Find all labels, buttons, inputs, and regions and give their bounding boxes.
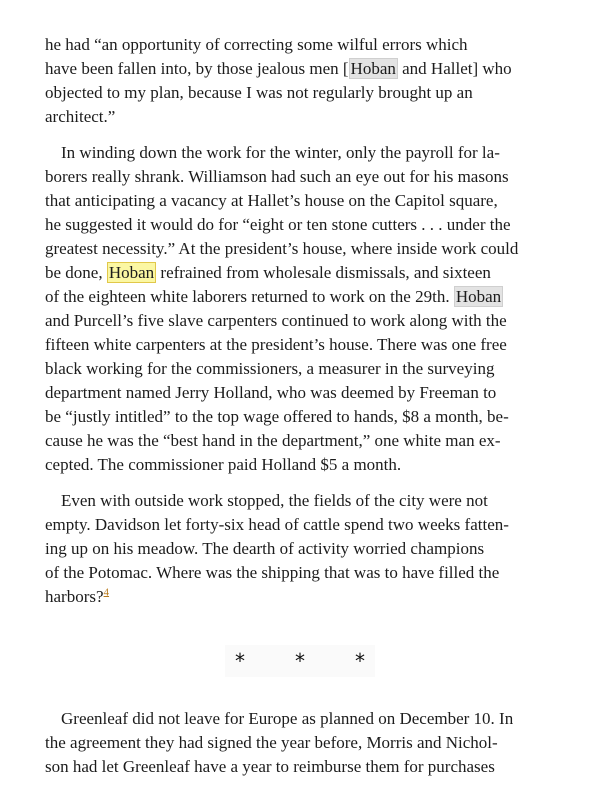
text-line: architect.” [45,107,116,126]
text-segment: harbors? [45,587,104,606]
text-segment: of the eighteen white laborers returned to work on the 29th. [45,287,454,306]
text-line: son had let Greenleaf have a year to reimburse them for purchases [45,757,495,776]
text-line: Greenleaf did not leave for Europe as planned on December 10. In [61,709,514,728]
paragraph-2 [45,141,571,477]
book-page [45,33,571,609]
text-line: he had “an opportunity of correcting some wilful errors which [45,35,468,54]
text-segment: have been fallen into, by those jealous men [ [45,59,349,78]
text-line: fifteen white carpenters at the president’s house. There was one free [45,335,507,354]
paragraph-4 [45,707,571,779]
text-line: empty. Davidson let forty-six head of cattle spend two weeks fatten- [45,515,509,534]
text-line: and Purcell’s five slave carpenters continued to work along with the [45,311,507,330]
text-line: ing up on his meadow. The dearth of activity worried champions [45,539,485,558]
text-line [45,57,571,81]
text-line: of the Potomac. Where was the shipping that was to have filled the [45,563,500,582]
text-line: he suggested it would do for “eight or ten stone cutters . . . under the [45,215,511,234]
text-line: cepted. The commissioner paid Holland $5 a month. [45,455,402,474]
search-highlight[interactable]: Hoban [455,287,502,306]
text-line [45,261,571,285]
text-line: the agreement they had signed the year before, Morris and Nichol- [45,733,498,752]
text-line [45,585,571,609]
text-segment: refrained from wholesale dismissals, and sixteen [156,263,491,282]
footnote-link[interactable]: 4 [103,586,110,599]
section-break [225,645,375,677]
text-line: objected to my plan, because I was not regularly brought up an [45,83,473,102]
text-line: Even with outside work stopped, the fields of the city were not [61,491,488,510]
text-line: greatest necessity.” At the president’s house, where inside work could [45,239,519,258]
active-search-highlight[interactable]: Hoban [108,263,155,282]
text-line: cause he was the “best hand in the department,” one white man ex- [45,431,501,450]
text-segment: and Hallet] who [397,59,512,78]
text-line: black working for the commissioners, a measurer in the surveying [45,359,495,378]
section-break-asterisk: * [355,649,365,673]
paragraph-1 [45,33,571,129]
text-line [45,285,571,309]
text-segment: be done, [45,263,107,282]
section-break-asterisk: * [235,649,245,673]
text-line: In winding down the work for the winter, only the payroll for la- [61,143,500,162]
text-line: borers really shrank. Williamson had such an eye out for his masons [45,167,509,186]
text-line: department named Jerry Holland, who was deemed by Freeman to [45,383,497,402]
paragraph-3 [45,489,571,609]
section-break-asterisk: * [295,649,305,673]
text-line: be “justly intitled” to the top wage offered to hands, $8 a month, be- [45,407,509,426]
text-line: that anticipating a vacancy at Hallet’s house on the Capitol square, [45,191,498,210]
search-highlight[interactable]: Hoban [350,59,396,78]
